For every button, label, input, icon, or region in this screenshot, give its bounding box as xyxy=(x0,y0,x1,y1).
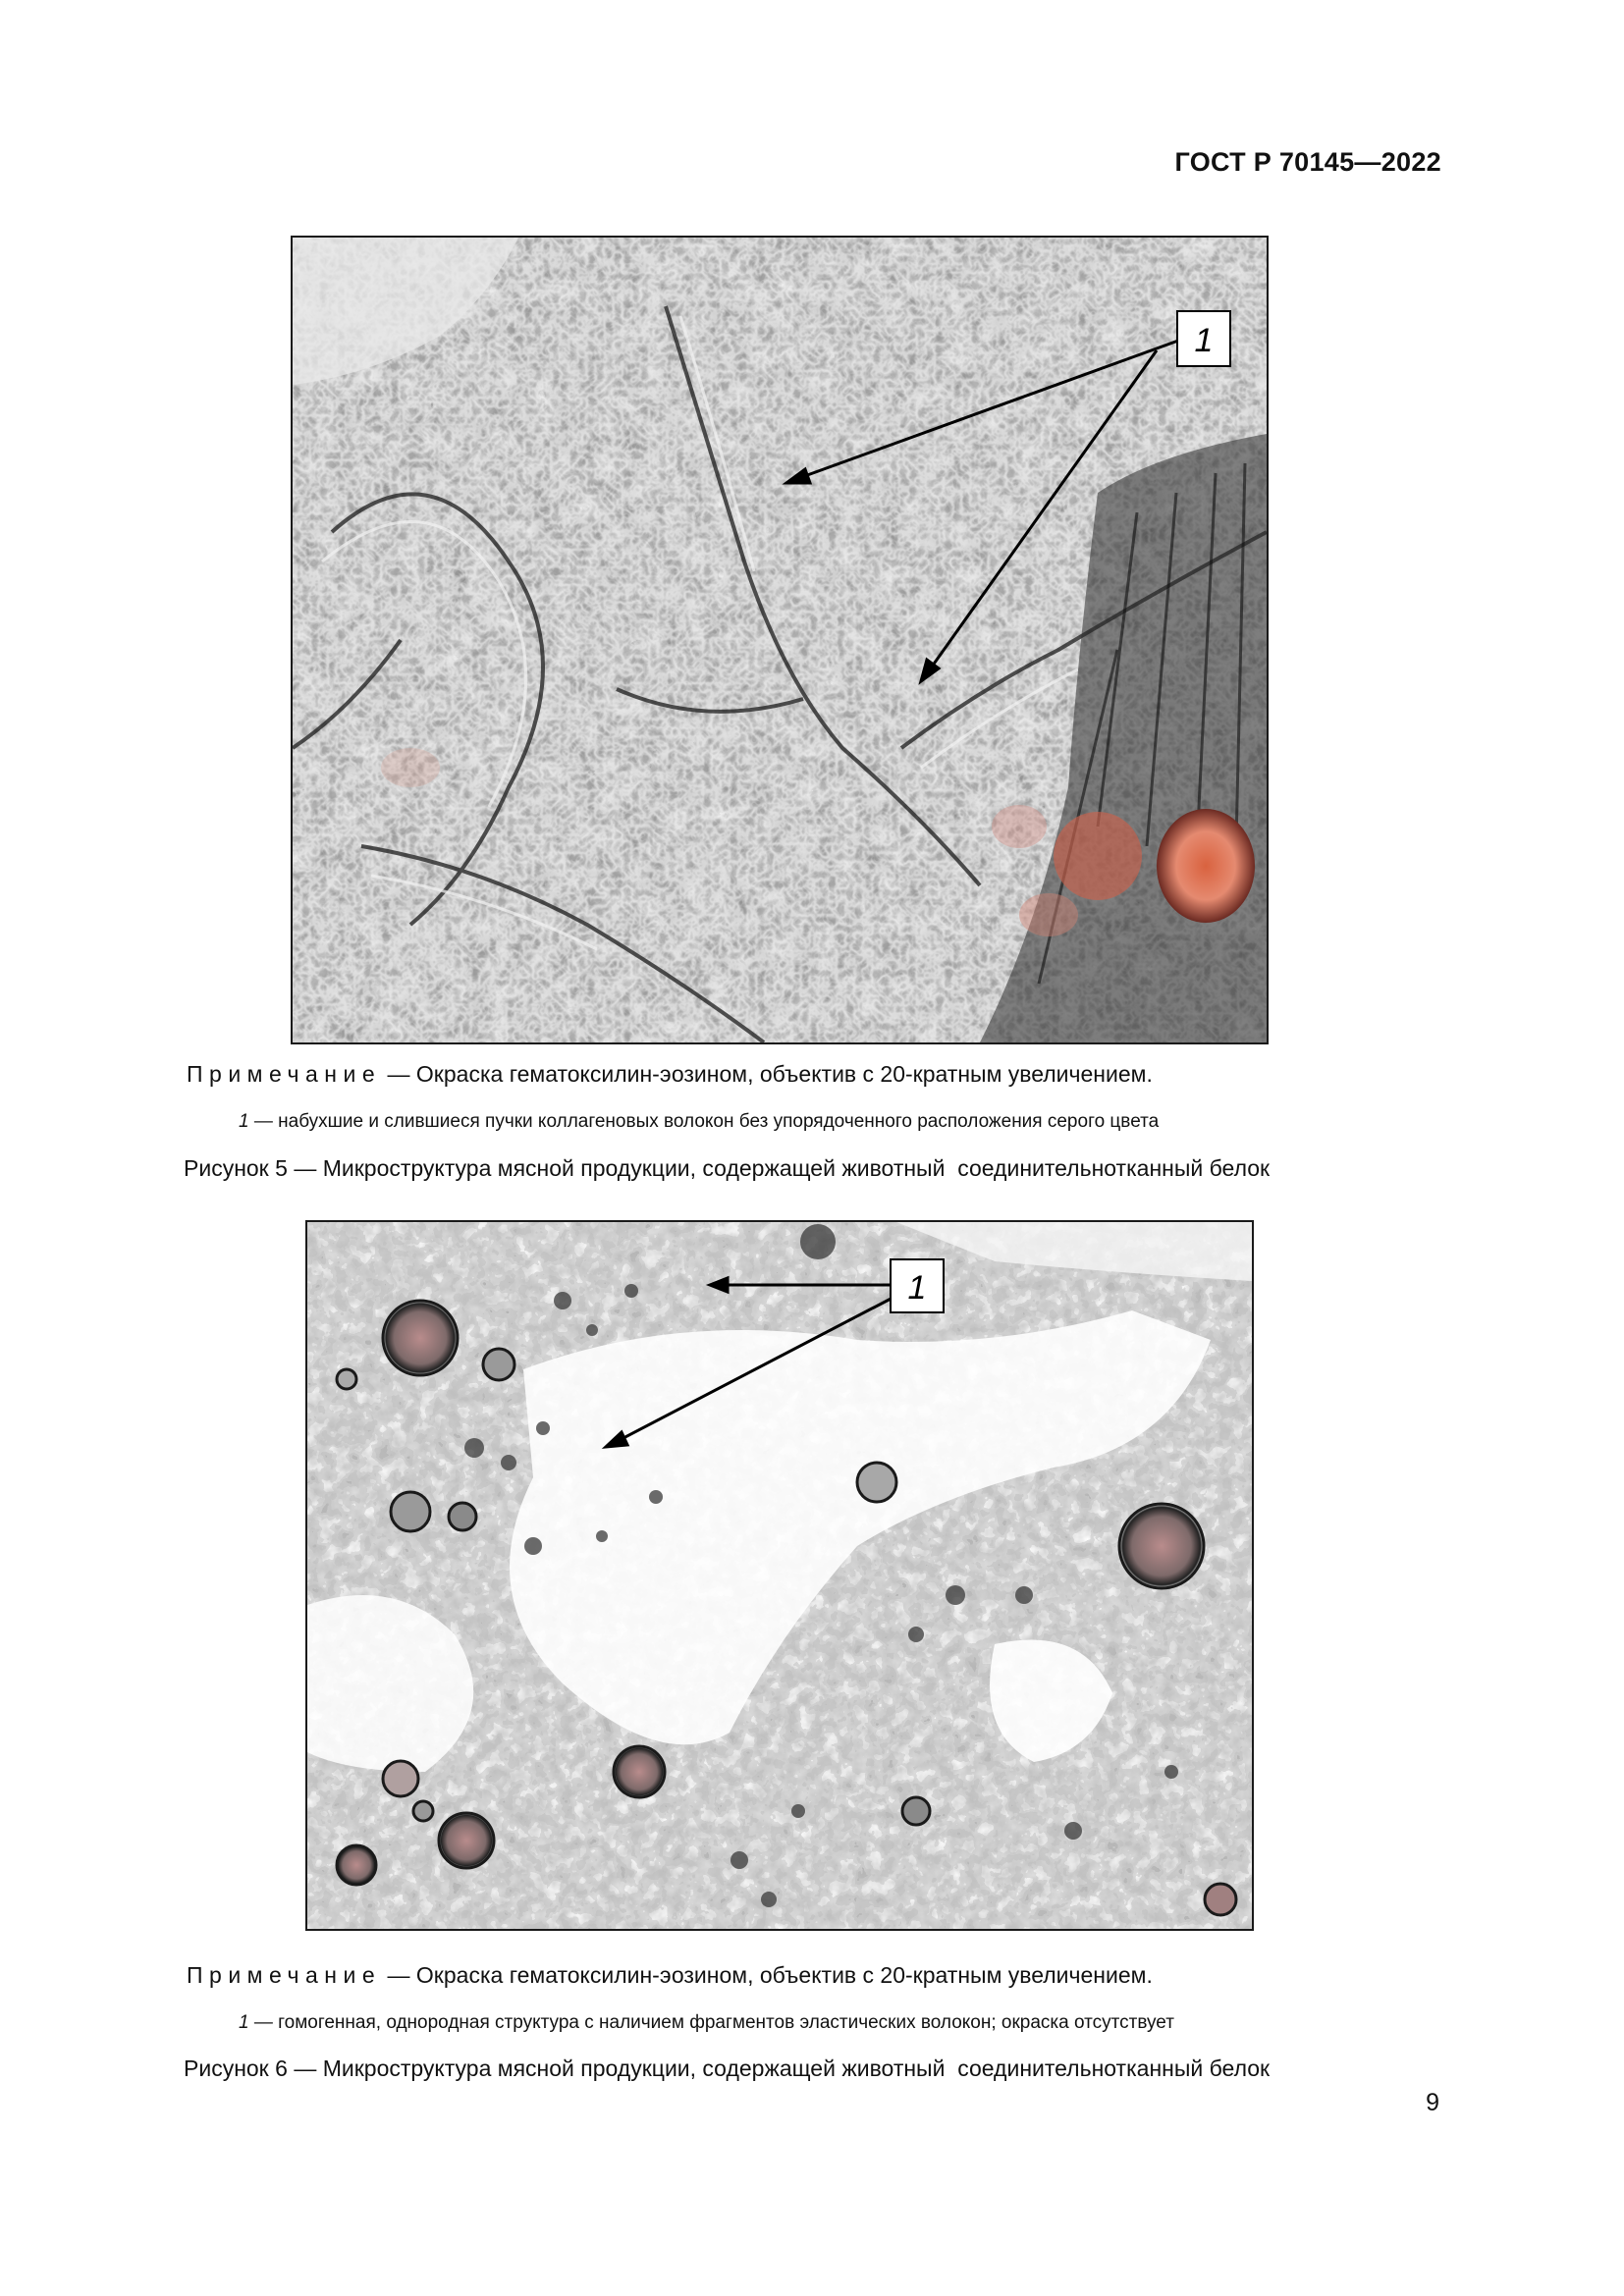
figure-5-legend xyxy=(239,1111,1159,1133)
note-text: — Окраска гематоксилин-эозином, объектив с 20-кратным увеличением. xyxy=(381,1962,1153,1988)
figure-5-caption: Рисунок 5 — Микроструктура мясной продукции, содержащей животный соединительнотканный белок xyxy=(184,1155,1271,1181)
page-number: 9 xyxy=(1426,2089,1439,2116)
legend-number: 1 xyxy=(239,1111,249,1132)
figure-5-micrograph xyxy=(291,236,1269,1044)
figure-6-legend xyxy=(239,2012,1174,2034)
note-label: Примечание xyxy=(187,1061,382,1087)
document-standard-header: ГОСТ Р 70145—2022 xyxy=(1174,147,1441,177)
legend-number: 1 xyxy=(239,2012,249,2033)
figure-6-caption: Рисунок 6 — Микроструктура мясной продукции, содержащей животный соединительнотканный белок xyxy=(184,2056,1271,2081)
legend-text: — набухшие и слившиеся пучки коллагеновых волокон без упорядоченного расположения серого цвета xyxy=(248,1111,1160,1132)
figure-6-note xyxy=(187,1962,1153,1989)
figure-5-note xyxy=(187,1061,1153,1088)
figure-5-callout-label: 1 xyxy=(1194,322,1214,359)
note-label: Примечание xyxy=(187,1962,382,1988)
figure-6-micrograph xyxy=(305,1220,1254,1931)
legend-text: — гомогенная, однородная структура с наличием фрагментов эластических волокон; окраска отсутствует xyxy=(248,2012,1174,2033)
micrograph-collagen-image xyxy=(293,238,1267,1042)
note-text: — Окраска гематоксилин-эозином, объектив с 20-кратным увеличением. xyxy=(381,1061,1153,1087)
figure-6-callout-label: 1 xyxy=(907,1269,927,1307)
micrograph-homogeneous-image xyxy=(307,1222,1252,1929)
